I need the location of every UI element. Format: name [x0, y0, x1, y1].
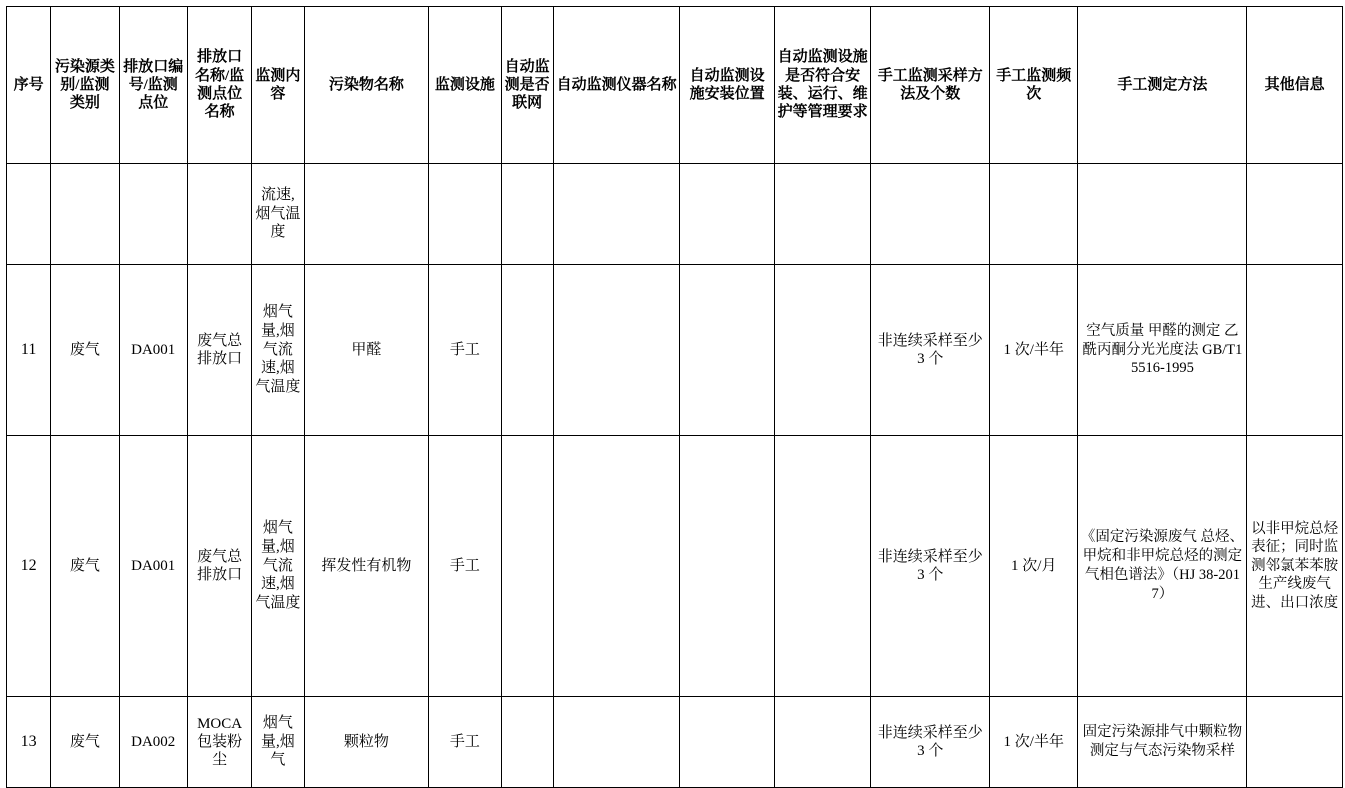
cell-compliant	[774, 164, 871, 265]
cell-seq: 13	[7, 697, 51, 788]
cell-facility: 手工	[429, 436, 501, 697]
cell-frequency: 1 次/月	[990, 436, 1078, 697]
cell-seq	[7, 164, 51, 265]
cell-other	[1247, 164, 1343, 265]
cell-install-position	[680, 265, 774, 436]
cell-content: 烟气量,烟气流速,烟气温度	[252, 265, 304, 436]
cell-outlet-code: DA001	[119, 265, 187, 436]
col-header-other: 其他信息	[1247, 7, 1343, 164]
col-header-content: 监测内容	[252, 7, 304, 164]
cell-pollutant: 甲醛	[304, 265, 429, 436]
cell-outlet-name: MOCA包装粉尘	[187, 697, 251, 788]
cell-determination-method: 空气质量 甲醛的测定 乙酰丙酮分光光度法 GB/T15516-1995	[1078, 265, 1247, 436]
cell-content: 烟气量,烟气流速,烟气温度	[252, 436, 304, 697]
cell-determination-method: 固定污染源排气中颗粒物测定与气态污染物采样	[1078, 697, 1247, 788]
cell-outlet-code: DA001	[119, 436, 187, 697]
col-header-install-position: 自动监测设施安装位置	[680, 7, 774, 164]
cell-seq: 11	[7, 265, 51, 436]
col-header-pollutant: 污染物名称	[304, 7, 429, 164]
col-header-sampling-method: 手工监测采样方法及个数	[871, 7, 990, 164]
cell-sampling-method: 非连续采样至少 3 个	[871, 436, 990, 697]
cell-source-type: 废气	[51, 265, 119, 436]
cell-other	[1247, 697, 1343, 788]
table-row	[7, 164, 1343, 265]
cell-frequency	[990, 164, 1078, 265]
cell-instrument	[553, 697, 680, 788]
cell-other	[1247, 265, 1343, 436]
col-header-seq: 序号	[7, 7, 51, 164]
cell-seq: 12	[7, 436, 51, 697]
col-header-determination-method: 手工测定方法	[1078, 7, 1247, 164]
cell-install-position	[680, 164, 774, 265]
col-header-outlet-code: 排放口编号/监测点位	[119, 7, 187, 164]
table-row	[7, 436, 1343, 697]
cell-online	[501, 436, 553, 697]
cell-compliant	[774, 265, 871, 436]
cell-outlet-name: 废气总排放口	[187, 265, 251, 436]
cell-facility: 手工	[429, 265, 501, 436]
monitoring-plan-table	[6, 6, 1343, 788]
cell-online	[501, 164, 553, 265]
cell-outlet-code	[119, 164, 187, 265]
cell-install-position	[680, 436, 774, 697]
cell-instrument	[553, 436, 680, 697]
cell-outlet-code: DA002	[119, 697, 187, 788]
cell-frequency: 1 次/半年	[990, 697, 1078, 788]
cell-instrument	[553, 265, 680, 436]
cell-online	[501, 697, 553, 788]
cell-pollutant: 颗粒物	[304, 697, 429, 788]
col-header-facility: 监测设施	[429, 7, 501, 164]
cell-source-type: 废气	[51, 436, 119, 697]
table-header-row	[7, 7, 1343, 164]
cell-source-type	[51, 164, 119, 265]
cell-facility	[429, 164, 501, 265]
table-row	[7, 697, 1343, 788]
cell-online	[501, 265, 553, 436]
cell-content: 流速,烟气温度	[252, 164, 304, 265]
cell-outlet-name	[187, 164, 251, 265]
cell-sampling-method: 非连续采样至少 3 个	[871, 265, 990, 436]
col-header-outlet-name: 排放口名称/监测点位名称	[187, 7, 251, 164]
cell-sampling-method	[871, 164, 990, 265]
cell-instrument	[553, 164, 680, 265]
cell-install-position	[680, 697, 774, 788]
col-header-instrument: 自动监测仪器名称	[553, 7, 680, 164]
table-header	[7, 7, 1343, 164]
table-row	[7, 265, 1343, 436]
cell-sampling-method: 非连续采样至少 3 个	[871, 697, 990, 788]
cell-facility: 手工	[429, 697, 501, 788]
cell-outlet-name: 废气总排放口	[187, 436, 251, 697]
col-header-online: 自动监测是否联网	[501, 7, 553, 164]
col-header-source-type: 污染源类别/监测类别	[51, 7, 119, 164]
cell-compliant	[774, 697, 871, 788]
col-header-frequency: 手工监测频次	[990, 7, 1078, 164]
cell-determination-method	[1078, 164, 1247, 265]
cell-frequency: 1 次/半年	[990, 265, 1078, 436]
cell-content: 烟气量,烟气	[252, 697, 304, 788]
cell-pollutant: 挥发性有机物	[304, 436, 429, 697]
col-header-compliant: 自动监测设施是否符合安装、运行、维护等管理要求	[774, 7, 871, 164]
table-body	[7, 164, 1343, 788]
cell-source-type: 废气	[51, 697, 119, 788]
cell-other: 以非甲烷总烃表征；同时监测邻氯苯苯胺生产线废气进、出口浓度	[1247, 436, 1343, 697]
cell-determination-method: 《固定污染源废气 总烃、甲烷和非甲烷总烃的测定 气相色谱法》（HJ 38-2017）	[1078, 436, 1247, 697]
cell-pollutant	[304, 164, 429, 265]
cell-compliant	[774, 436, 871, 697]
